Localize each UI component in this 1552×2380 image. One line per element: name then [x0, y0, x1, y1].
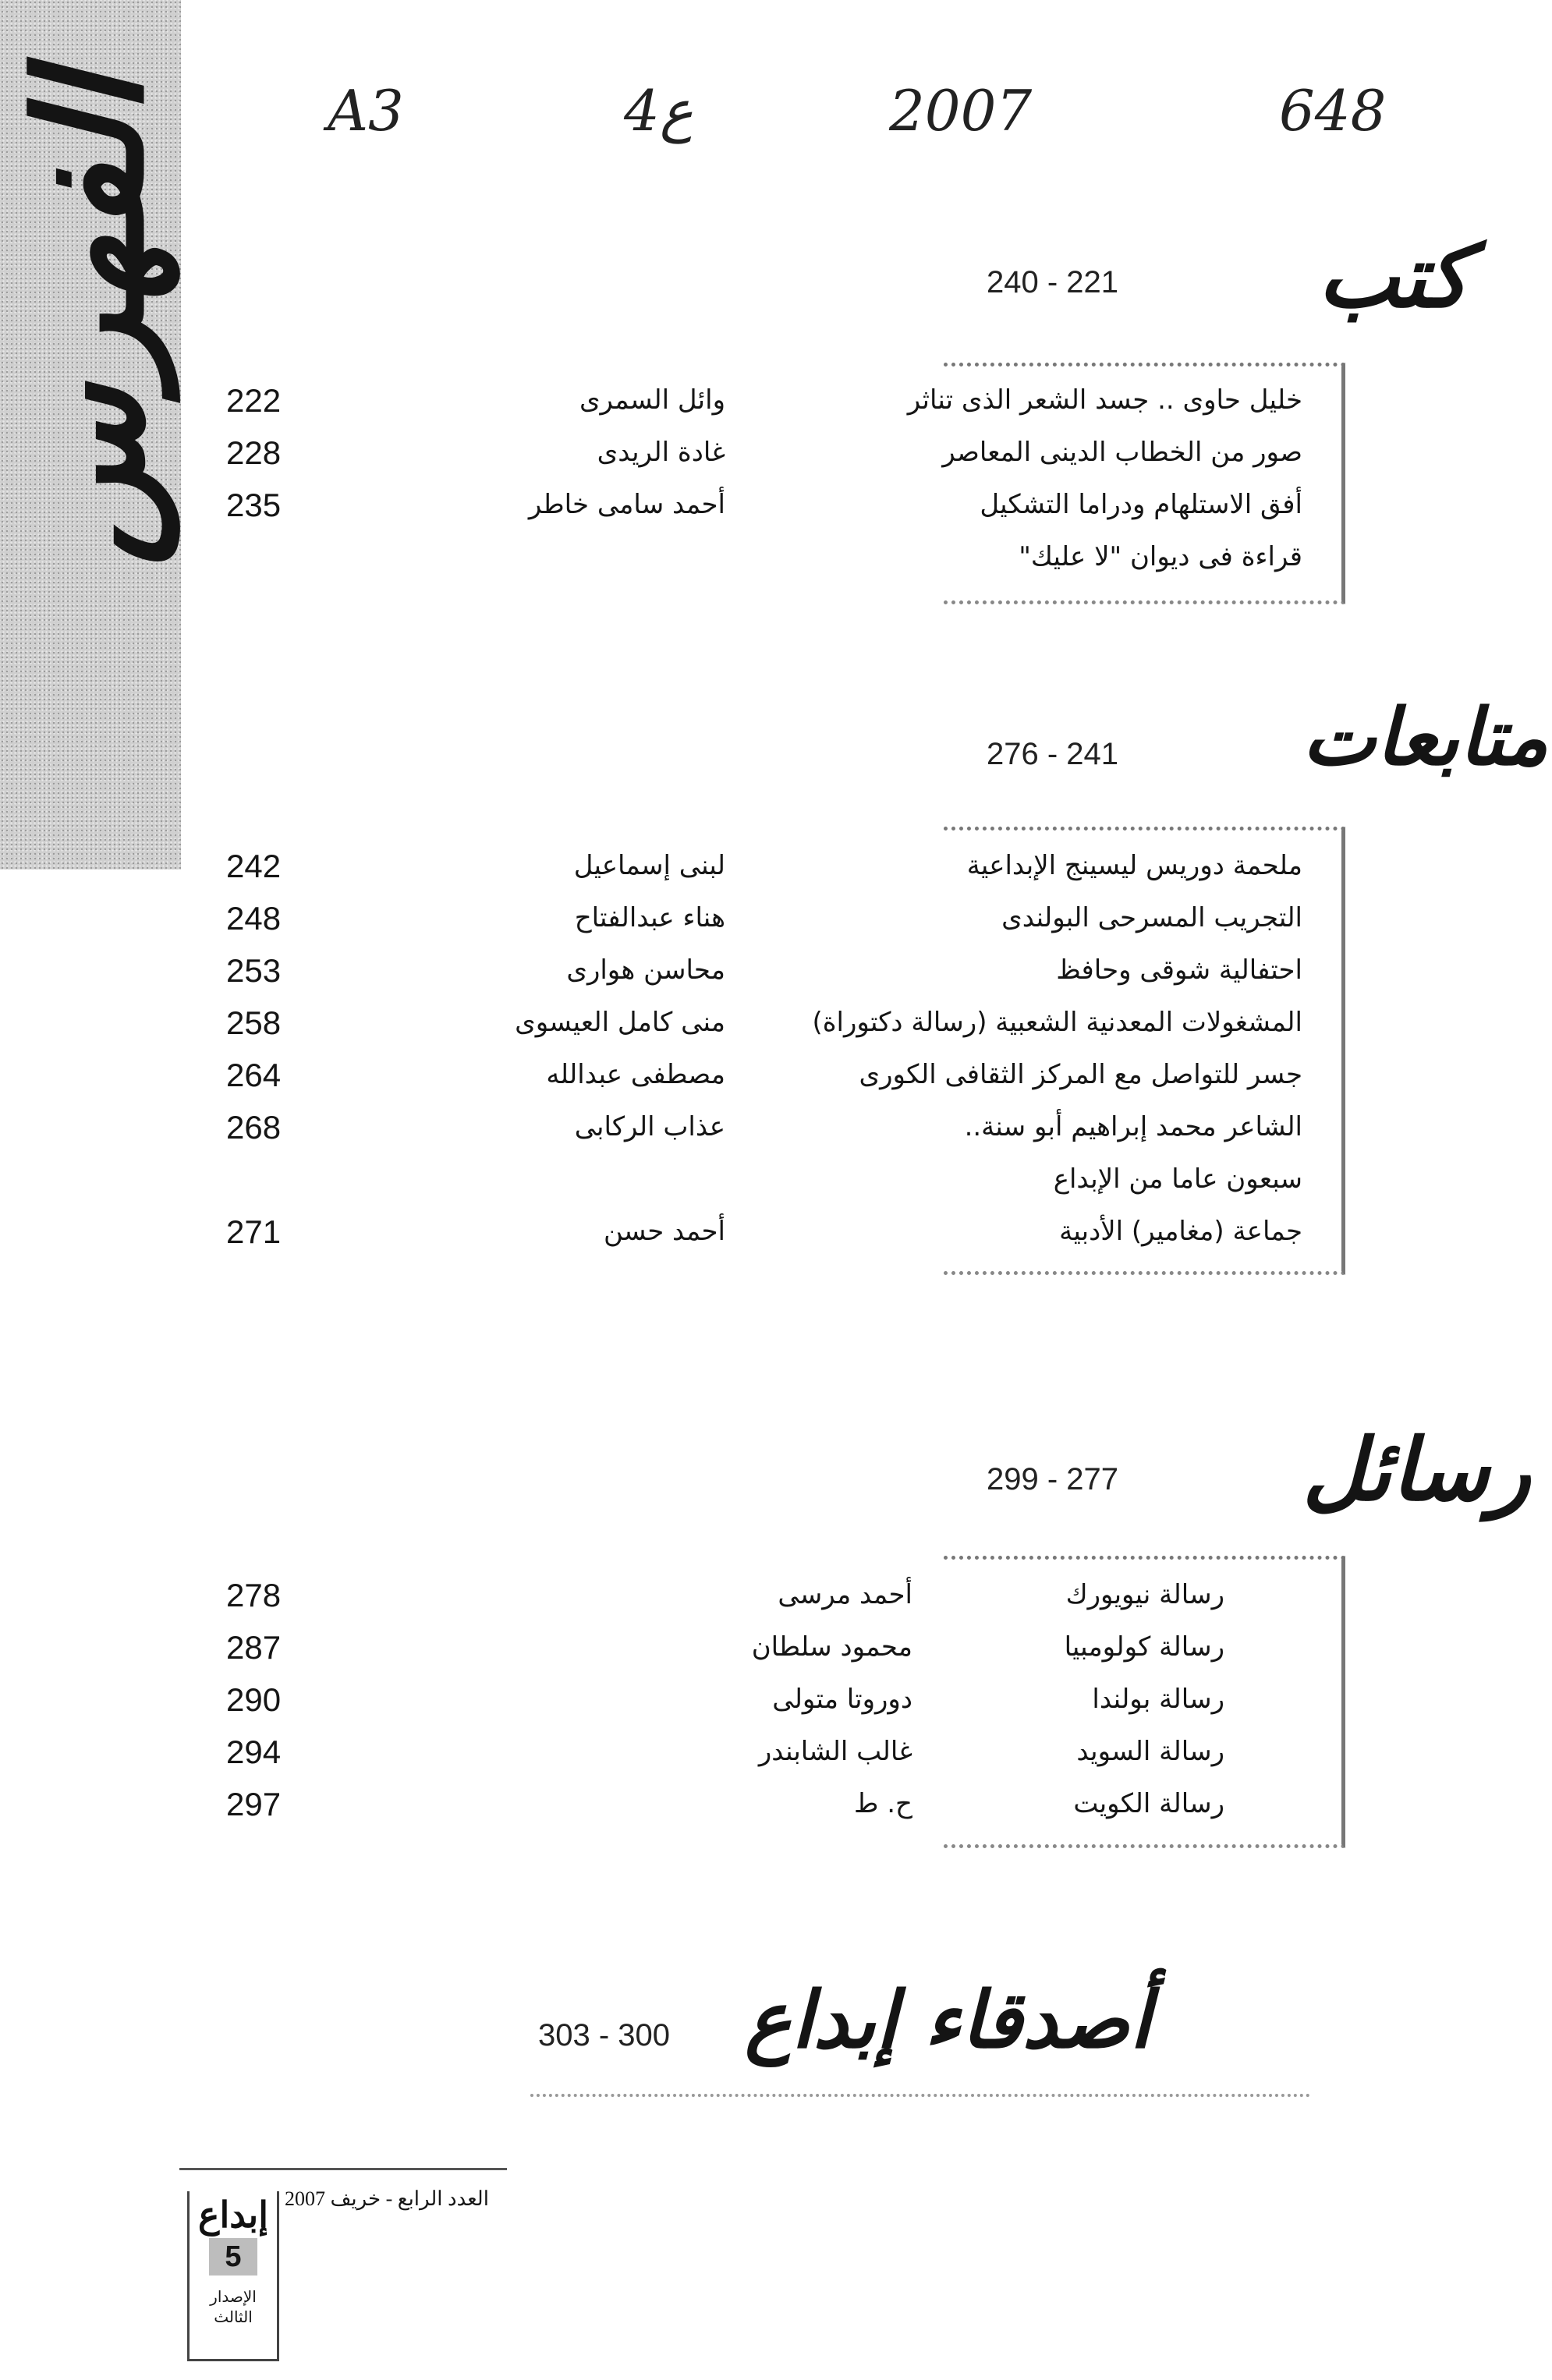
- entry-title: احتفالية شوقى وحافظ: [1056, 954, 1302, 986]
- entry-author: غادة الريدى: [597, 437, 725, 468]
- entry-page: 268: [226, 1109, 282, 1146]
- entry-title: رسالة السويد: [1076, 1736, 1224, 1767]
- entry-page: 242: [226, 848, 282, 884]
- entry-title: رسالة كولومبيا: [1064, 1631, 1224, 1663]
- entry-title: جسر للتواصل مع المركز الثقافى الكورى: [859, 1059, 1302, 1090]
- section-title-letters: رسائل: [1302, 1419, 1531, 1520]
- entry-title: الشاعر محمد إبراهيم أبو سنة..: [964, 1111, 1302, 1142]
- entry-page: 297: [226, 1786, 282, 1822]
- entry-page: 222: [226, 382, 282, 419]
- entry-title: جماعة (مغامير) الأدبية: [1059, 1216, 1302, 1247]
- entry-page: 253: [226, 952, 282, 989]
- entry-author: أحمد مرسى: [778, 1579, 912, 1610]
- entry-page: 258: [226, 1004, 282, 1041]
- entry-author: لبنى إسماعيل: [573, 850, 725, 881]
- entry-page: 235: [226, 487, 282, 523]
- section-range-books: 240 - 221: [987, 265, 1119, 299]
- section-title-followups: متابعات: [1302, 691, 1548, 783]
- entry-author: هناء عبدالفتاح: [574, 902, 725, 933]
- entry-title: سبعون عاما من الإبداع: [1053, 1163, 1302, 1195]
- section-title-books: كتب: [1318, 226, 1469, 327]
- entry-author: دوروتا متولى: [772, 1684, 912, 1715]
- entry-title: رسالة بولندا: [1092, 1684, 1224, 1715]
- logo-edition: الإصدار الثالث: [210, 2287, 257, 2326]
- issue-info: العدد الرابع - خريف 2007: [285, 2187, 489, 2210]
- section-range-letters: 299 - 277: [987, 1462, 1119, 1496]
- entry-author: أحمد حسن: [603, 1216, 725, 1247]
- index-title: الفهرس: [3, 73, 178, 566]
- section-range-friends: 303 - 300: [538, 2018, 671, 2052]
- entry-page: 294: [226, 1734, 282, 1770]
- entry-page: 287: [226, 1629, 282, 1666]
- handwritten-note-3: 2007: [889, 78, 1033, 143]
- entry-author: أحمد سامى خاطر: [528, 489, 725, 520]
- section-range-followups: 276 - 241: [987, 737, 1119, 771]
- entry-author: منى كامل العيسوى: [515, 1007, 725, 1038]
- entry-title: رسالة نيويورك: [1065, 1579, 1224, 1610]
- handwritten-note-4: 648: [1279, 78, 1387, 143]
- section-divider: [530, 2094, 1310, 2097]
- entry-page: 290: [226, 1681, 282, 1718]
- entry-title: صور من الخطاب الدينى المعاصر: [942, 437, 1302, 468]
- entry-title: التجريب المسرحى البولندى: [1001, 902, 1302, 933]
- handwritten-note-1: A3: [328, 78, 404, 143]
- entry-page: 248: [226, 900, 282, 937]
- entry-author: غالب الشابندر: [758, 1736, 912, 1767]
- entry-title: المشغولات المعدنية الشعبية (رسالة دكتوراة): [812, 1007, 1302, 1038]
- handwritten-note-2: 4ع: [624, 78, 693, 143]
- footer-rule: [179, 2168, 507, 2170]
- entry-title: ملحمة دوريس ليسينج الإبداعية: [966, 850, 1302, 881]
- entry-author: محاسن هوارى: [566, 954, 725, 986]
- entry-title: قراءة فى ديوان "لا عليك": [1019, 541, 1302, 572]
- entry-title: أفق الاستلهام ودراما التشكيل: [980, 489, 1302, 520]
- magazine-logo: [187, 2191, 279, 2361]
- entry-author: ح. ط: [853, 1788, 912, 1819]
- entry-title: خليل حاوى .. جسد الشعر الذى تناثر: [907, 384, 1302, 416]
- entry-page: 278: [226, 1577, 282, 1613]
- entry-page: 264: [226, 1057, 282, 1093]
- entry-title: رسالة الكويت: [1073, 1788, 1224, 1819]
- entry-page: 228: [226, 434, 282, 471]
- logo-wordmark: إبداع: [198, 2194, 268, 2236]
- entry-author: محمود سلطان: [751, 1631, 912, 1663]
- entry-author: عذاب الركابى: [574, 1111, 725, 1142]
- entry-author: مصطفى عبدالله: [546, 1059, 725, 1090]
- entry-page: 271: [226, 1213, 282, 1250]
- entry-author: وائل السمرى: [579, 384, 725, 416]
- page-number: 5: [209, 2238, 257, 2276]
- section-title-friends: أصدقاء إبداع: [745, 1974, 1151, 2066]
